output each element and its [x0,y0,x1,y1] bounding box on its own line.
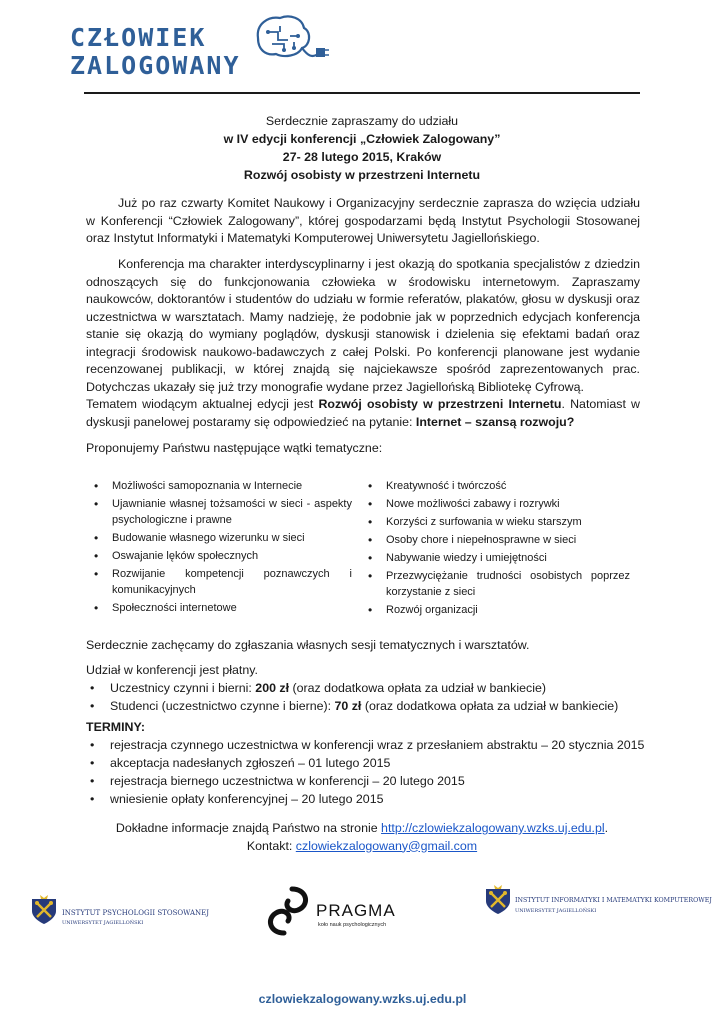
footer-site: czlowiekzalogowany.wzks.uj.edu.pl [258,992,467,1006]
pragma-swirl-icon [262,885,314,937]
fee-label: Studenci (uczestnictwo czynne i bierne): [110,699,335,713]
invitation-title [84,112,640,184]
paragraph-description: Konferencja ma charakter interdyscyplinarny i jest okazją do spotkania specjalistów z dziedzin odnoszących się do funkcjonowania człowieka w środowisku internetowym. Zapraszamy naukowców, doktorantów i studentów do udziału w formie referatów, plakatów, głosu w dyskusji oraz uczestnictwa w warsztatach. Mamy nadzieję, że podobnie jak w poprzednich edycjach konferencja stanie się okazją do wymiany poglądów, dyskusji stanowisk i dzielenia się efektami badań oraz integracji środowisk naukowo-badawczych z całej Polski. Po konferencji planowane jest wydanie recenzowanej publikacji, w której znajdą się najciekawsze spośród zaprezentowanych prac. Dotychczas ukazały się już trzy monografie wydane przez Jagiellońską Bibliotekę Cyfrową. [86,257,640,394]
panel-question: Internet – szansą rozwoju? [415,414,575,429]
conference-logo [70,12,330,78]
paragraph-theme [86,396,640,431]
deadline-item: • rejestracja czynnego uczestnictwa w konferencji wraz z przesłaniem abstraktu – 20 stycznia 2015 [86,736,666,754]
fee-amount: 200 zł [255,681,290,695]
fees-intro: Udział w konferencji jest płatny. [86,663,258,677]
info-text: Dokładne informacje znajdą Państwo na stronie [115,821,382,835]
fee-item [86,679,646,697]
iimk-logo [484,885,722,933]
ips-university: UNIWERSYTET JAGIELLOŃSKI [62,920,144,926]
theme-text-a: Tematem wiodącym aktualnej edycji jest [86,397,319,411]
topic-item: • Społeczności internetowe [86,600,352,616]
topic-item: • Osoby chore i niepełnosprawne w sieci [360,532,630,548]
terms-heading: TERMINY: [86,720,145,734]
pragma-logo [262,885,412,937]
topics-left [86,478,352,618]
logo-line-2: ZALOGOWANY [70,51,241,80]
topic-item: • Korzyści z surfowania w wieku starszym [360,514,630,530]
terms-section [86,718,666,808]
theme-bold: Rozwój osobisty w przestrzeni Internetu [318,397,562,411]
iimk-name: INSTYTUT INFORMATYKI I MATEMATYKI KOMPUTEROWEJ [515,897,712,904]
pragma-subtitle: koło nauk psychologicznych [318,922,387,928]
fee-item [86,697,646,715]
topic-item: • Budowanie własnego wizerunku w sieci [86,530,352,546]
topic-item: • Rozwój organizacji [360,602,630,618]
topic-item: • Nabywanie wiedzy i umiejętności [360,550,630,566]
ips-logo [30,895,220,943]
info-line [84,820,640,838]
title-line-4: Rozwój osobisty w przestrzeni Internetu [243,168,481,182]
ips-name: INSTYTUT PSYCHOLOGII STOSOWANEJ [62,909,210,917]
topic-item: • Rozwijanie kompetencji poznawczych i komunikacyjnych [86,566,352,598]
theme-text-c: . Natomiast w dyskusji panelowej postaramy się odpowiedzieć na pytanie: [86,397,641,429]
deadline-item: • rejestracja biernego uczestnictwa w konferencji – 20 lutego 2015 [86,772,666,790]
fee-note: (oraz dodatkowa opłata za udział w bankiecie) [361,699,619,713]
title-line-3: 27- 28 lutego 2015, Kraków [282,150,442,164]
topic-item: • Nowe możliwości zabawy i rozrywki [360,496,630,512]
topics-right [360,478,630,620]
fee-amount: 70 zł [334,699,362,713]
uj-crest-icon [484,885,512,915]
topic-item: • Możliwości samopoznania w Internecie [86,478,352,494]
sessions-text: Serdecznie zachęcamy do zgłaszania własnych sesji tematycznych i warsztatów. [86,638,530,652]
topic-item: • Oswajanie lęków społecznych [86,548,352,564]
paragraph-intro: Już po raz czwarty Komitet Naukowy i Organizacyjny serdecznie zaprasza do wzięcia udziału w Konferencji “Człowiek Zalogowany”, której gospodarzami będą Instytut Psychologii Stosowanej oraz Instytut Informatyki i Matematyki Komputerowej Uniwersytetu Jagiellońskiego. [86,196,640,245]
topic-item: • Ujawnianie własnej tożsamości w sieci - aspekty psychologiczne i prawne [86,496,352,528]
brain-plug-icon [250,12,330,66]
uj-crest-icon [30,895,58,925]
contact-line [84,838,640,856]
deadline-item: • akceptacja nadesłanych zgłoszeń – 01 lutego 2015 [86,754,666,772]
topic-item: • Kreatywność i twórczość [360,478,630,494]
paragraph-topics-intro: Proponujemy Państwu następujące wątki tematyczne: [86,441,383,455]
contact-label: Kontakt: [246,838,296,853]
website-link[interactable]: http://czlowiekzalogowany.wzks.uj.edu.pl [381,821,605,835]
logo-line-1: CZŁOWIEK [70,23,207,52]
fee-note: (oraz dodatkowa opłata za udział w bankiecie) [289,681,546,695]
info-end: . [604,821,609,835]
contact-email-link[interactable]: czlowiekzalogowany@gmail.com [295,838,478,853]
fees-section [86,661,646,715]
info-section [84,820,640,855]
fee-label: Uczestnicy czynni i bierni: [110,681,256,695]
title-line-2: w IV edycji konferencji „Człowiek Zalogowany” [223,132,501,146]
pragma-name: PRAGMA [316,901,396,920]
header-rule [84,92,640,94]
title-line-1: Serdecznie zapraszamy do udziału [265,114,459,128]
deadline-item: • wniesienie opłaty konferencyjnej – 20 lutego 2015 [86,790,666,808]
iimk-university: UNIWERSYTET JAGIELLOŃSKI [515,908,597,914]
topic-item: • Przezwyciężanie trudności osobistych poprzez korzystanie z sieci [360,568,630,600]
